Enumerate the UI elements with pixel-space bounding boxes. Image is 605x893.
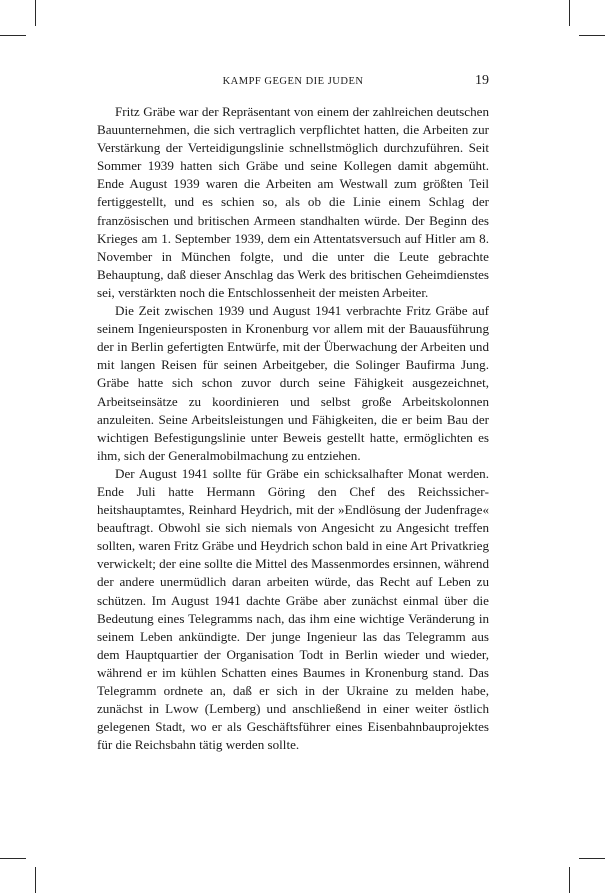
crop-mark (579, 858, 605, 859)
crop-mark (579, 35, 605, 36)
body-text (97, 103, 489, 754)
page-header (97, 73, 489, 93)
crop-mark (0, 35, 26, 36)
crop-mark (0, 858, 26, 859)
crop-mark (35, 867, 36, 893)
paragraph: Die Zeit zwischen 1939 und August 1941 verbrachte Fritz Gräbe auf seinem Ingenieursposten in Kronenburg vor allem mit der Bauausführung der in Berlin gefertigten Entwürfe, mit der Überwachung der Arbeiten und mit langen Reisen für seinen Arbeitgeber, die Solinger Baufirma Jung. Gräbe hatte sich schon zuvor durch seine Fähigkeit ausgezeichnet, Arbeitseinsätze zu koordinieren und selbst große Arbeitskolonnen anzuleiten. Seine Arbeitsleistungen und Fähigkeiten, die er beim Bau der wichtigen Befestigungslinie unter Beweis gestellt hatte, ermöglichten es ihm, sich der Generalmobilmachung zu entziehen. (97, 303, 489, 463)
crop-mark (35, 0, 36, 26)
paragraph: Fritz Gräbe war der Repräsentant von einem der zahlreichen deutschen Bauunternehmen, die sich vertraglich verpflichtet hatten, die Arbeiten zur Verstärkung der Verteidigungslinie schnellstmöglich durchzuführen. Seit Sommer 1939 hatten sich Gräbe und seine Kollegen damit abgemüht. Ende August 1939 waren die Arbeiten am Westwall zum größten Teil fertiggestellt, und es schien so, als ob die Linie einem Schlag der französischen und britischen Armeen standhalten würde. Der Beginn des Krieges am 1. September 1939, dem ein Attentatsversuch auf Hitler am 8. November in München folgte, und die unter die Leute gebrachte Behauptung, daß dieser Anschlag das Werk des britischen Geheimdienstes sei, verstärkten noch die Entschlossenheit der meisten Arbeiter. (97, 104, 489, 300)
page-number: 19 (475, 73, 489, 88)
paragraph: Der August 1941 sollte für Gräbe ein schicksalhafter Monat werden. Ende Juli hatte Hermann Göring den Chef des Reichssicherheitshauptamtes, Reinhard Heydrich, mit der »Endlösung der Judenfrage« beauftragt. Obwohl sie sich niemals von Angesicht zu Angesicht treffen sollten, waren Fritz Gräbe und Heydrich schon bald in eine Art Privatkrieg verwickelt; der eine sollte die Mittel des Massenmordes ersinnen, während der andere unermüdlich daran arbeiten würde, das Recht auf Leben zu schützen. Im August 1941 dachte Gräbe aber zunächst einmal über die Bedeutung eines Telegramms nach, das ihm eine wichtige Veränderung in seinem Leben ankündigte. Der junge Ingenieur las das Telegramm aus dem Hauptquartier der Organisation Todt in Berlin wieder und wieder, während er im kühlen Schatten eines Baumes in Kronenburg stand. Das Telegramm ordnete an, daß er sich in der Ukraine zu melden habe, zunächst in Lwow (Lemberg) und anschließend in einer weiter östlich gelegenen Stadt, wo er als Geschäftsführer eines Eisenbahnbauprojektes für die Reichsbahn tätig werden sollte. (97, 465, 489, 753)
crop-mark (569, 0, 570, 26)
crop-mark (569, 867, 570, 893)
running-head: KAMPF GEGEN DIE JUDEN (222, 76, 364, 87)
